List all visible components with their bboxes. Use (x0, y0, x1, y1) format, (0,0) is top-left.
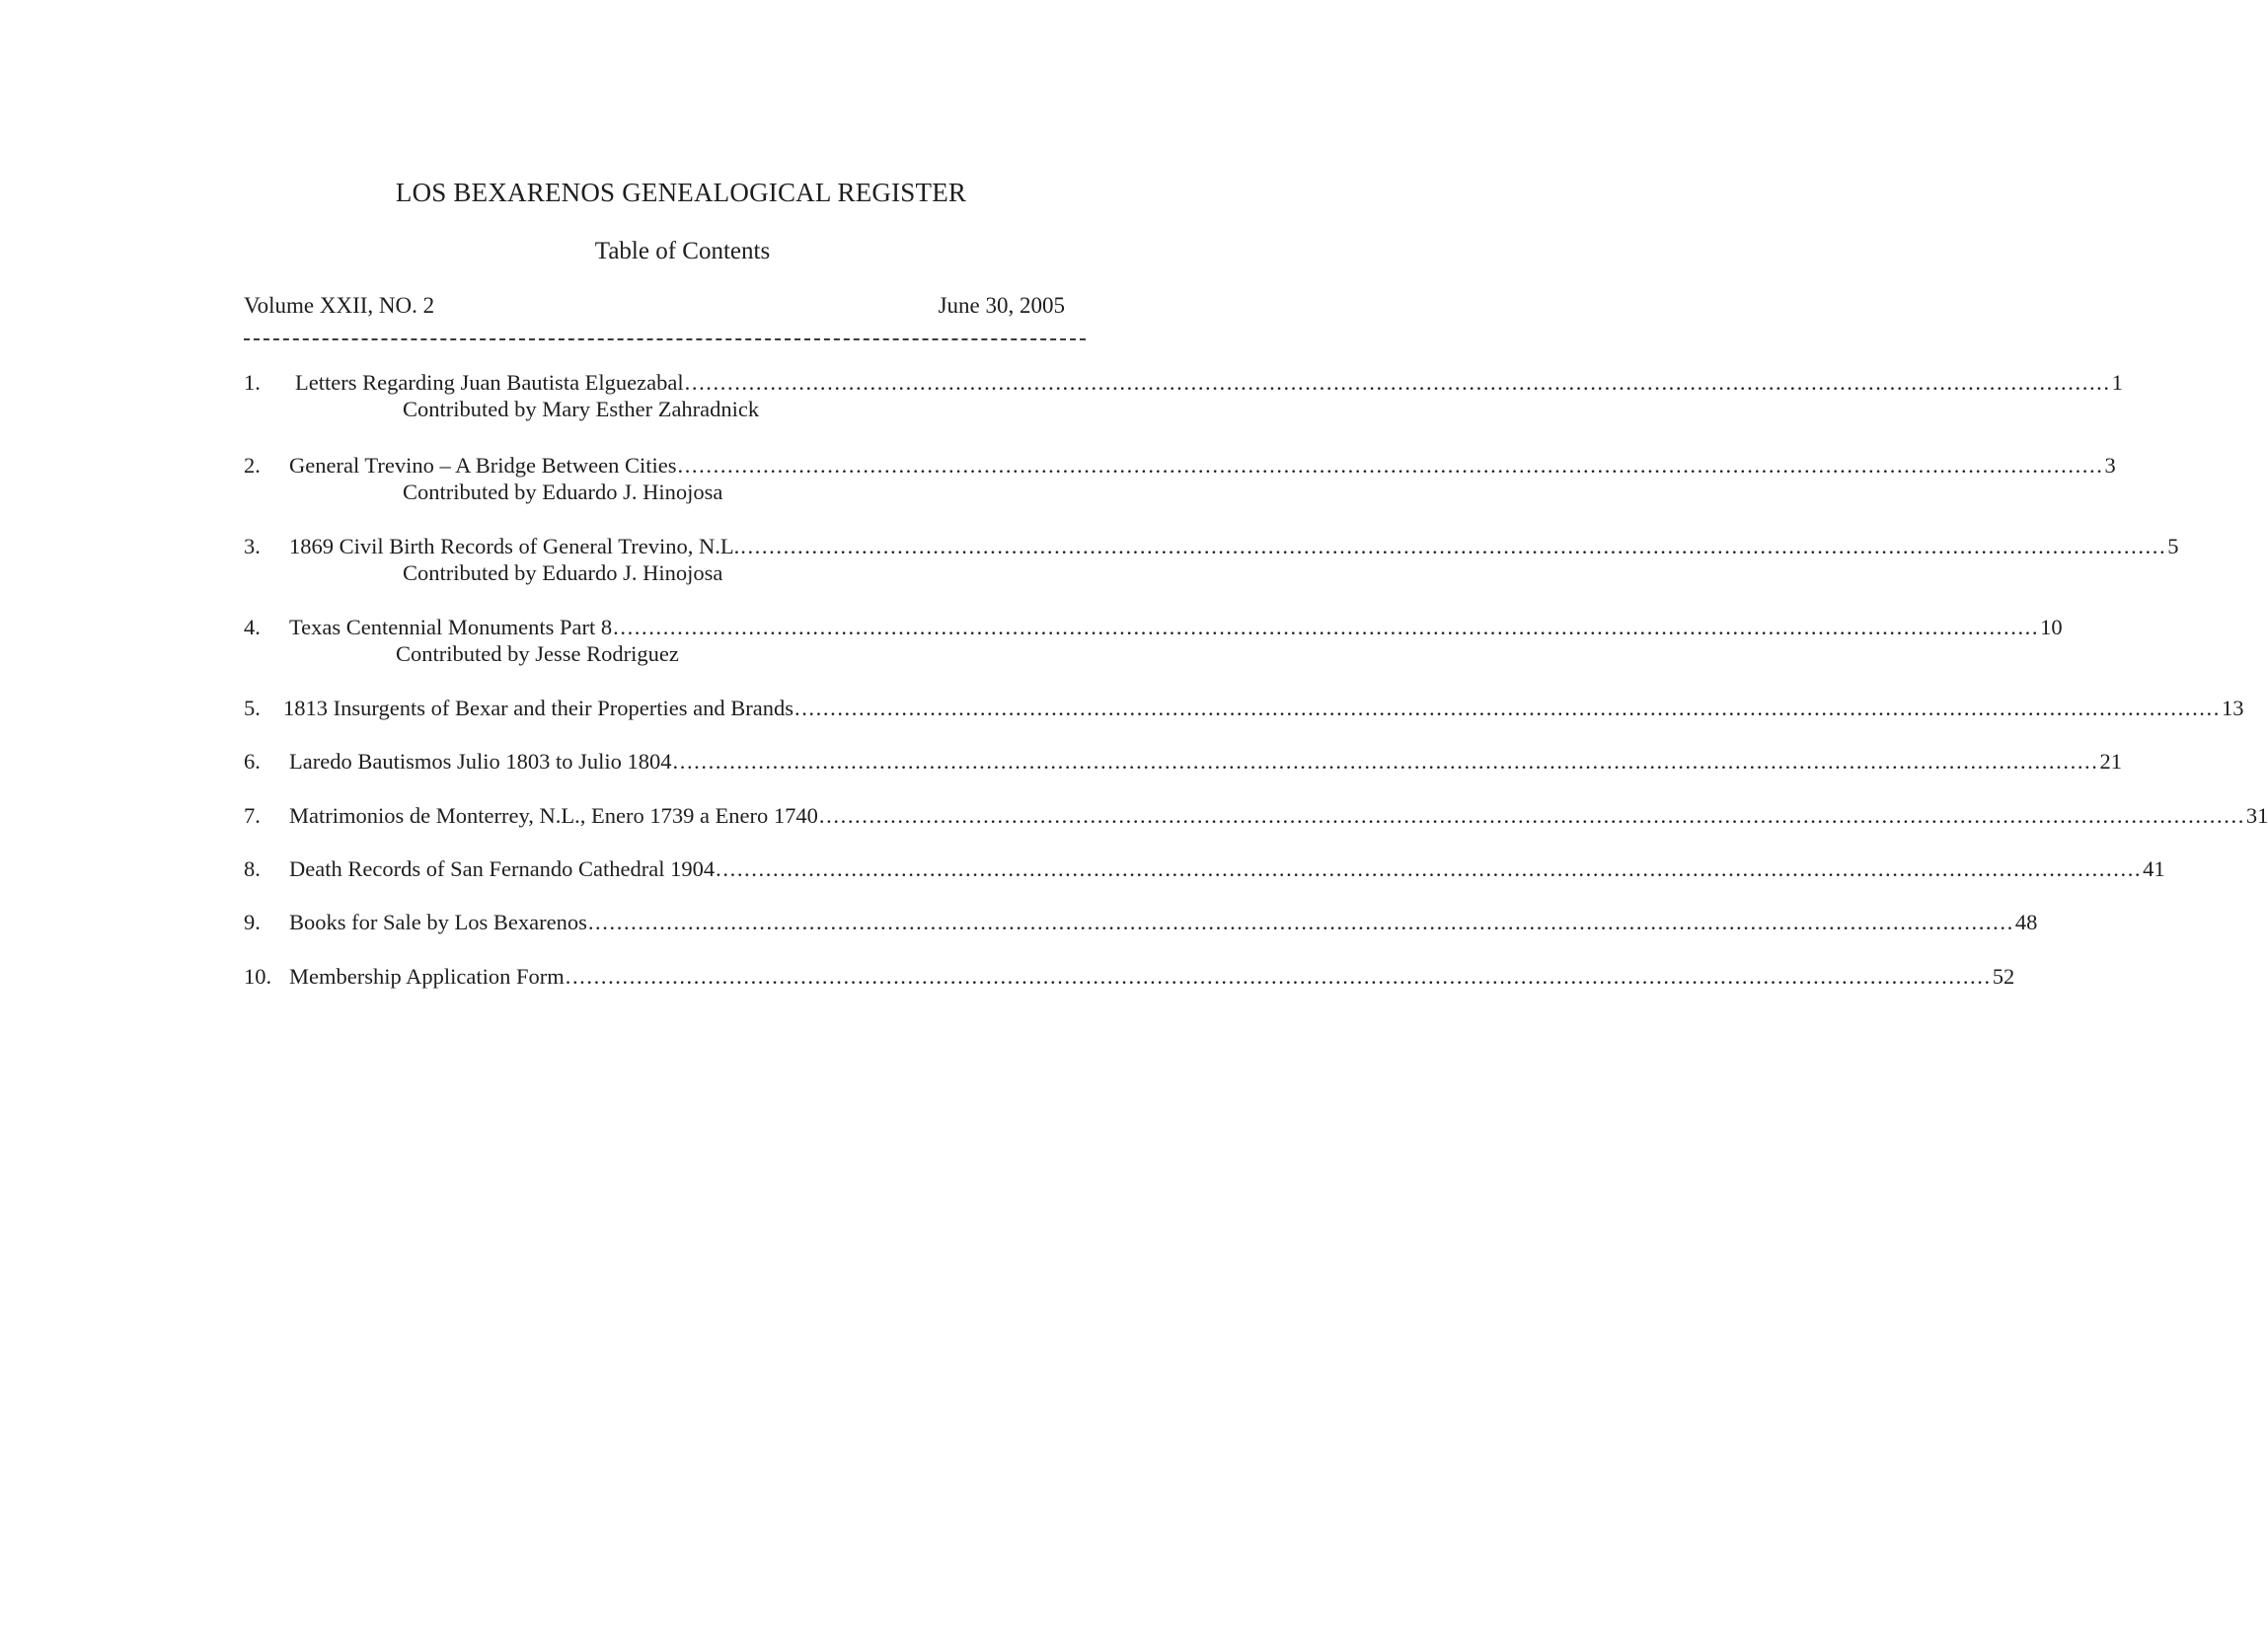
entry-number: 2. (244, 453, 261, 478)
entry-line (295, 369, 2123, 397)
entry-number: 7. (244, 803, 261, 828)
page-subtitle: Table of Contents (594, 238, 771, 264)
entry-line (289, 909, 2038, 936)
entry-contributor: Contributed by Jesse Rodriguez (396, 641, 679, 666)
entry-number: 10. (244, 964, 272, 989)
entry-page: 3 (2104, 453, 2116, 478)
dot-leader: ........................................................................................................................................................................................................ (684, 370, 2111, 395)
entry-page: 31 (2245, 803, 2268, 828)
entry-number: 9. (244, 910, 261, 934)
issue-date: June 30, 2005 (938, 293, 1065, 318)
dot-leader: ........................................................................................................................................................................................................ (677, 453, 2104, 478)
entry-title: Death Records of San Fernando Cathedral 1904 (289, 856, 716, 881)
entry-contributor: Contributed by Mary Esther Zahradnick (403, 397, 760, 421)
entry-line (289, 533, 2179, 560)
entry-page: 21 (2099, 749, 2122, 774)
dot-leader: ........................................................................................................................................................................................................ (716, 856, 2143, 881)
dot-leader: ........................................................................................................................................................................................................ (818, 803, 2245, 828)
entry-title: Membership Application Form (289, 964, 565, 989)
entry-line (289, 748, 2122, 776)
entry-number: 5. (244, 696, 261, 720)
page-title: LOS BEXARENOS GENEALOGICAL REGISTER (395, 178, 967, 207)
entry-title: Letters Regarding Juan Bautista Elguezabal (295, 370, 684, 395)
entry-number: 1. (244, 370, 261, 395)
entry-number: 6. (244, 749, 261, 774)
volume-label: Volume XXII, NO. 2 (244, 293, 435, 318)
entry-contributor: Contributed by Eduardo J. Hinojosa (403, 560, 723, 585)
entry-title: Texas Centennial Monuments Part 8 (289, 615, 613, 639)
entry-title: 1869 Civil Birth Records of General Trevino, N.L. (289, 534, 740, 558)
dot-leader: ........................................................................................................................................................................................................ (565, 964, 1992, 989)
entry-line (289, 802, 2268, 830)
entry-line (289, 452, 2116, 480)
dot-leader: ........................................................................................................................................................................................................ (740, 534, 2167, 558)
entry-page: 48 (2014, 910, 2038, 934)
entry-page: 41 (2143, 856, 2165, 881)
dot-leader: ........................................................................................................................................................................................................ (794, 696, 2221, 720)
entry-title: 1813 Insurgents of Bexar and their Properties and Brands (283, 696, 794, 720)
entry-number: 8. (244, 856, 261, 881)
entry-title: Laredo Bautismos Julio 1803 to Julio 1804 (289, 749, 672, 774)
entry-page: 1 (2111, 370, 2123, 395)
dot-leader: ........................................................................................................................................................................................................ (672, 749, 2099, 774)
entry-line (289, 963, 2015, 991)
entry-title: Matrimonios de Monterrey, N.L., Enero 1739 a Enero 1740 (289, 803, 818, 828)
entry-title: Books for Sale by Los Bexarenos (289, 910, 587, 934)
entry-line (289, 855, 2165, 883)
entry-title: General Trevino – A Bridge Between Cities (289, 453, 677, 478)
dashed-divider (244, 338, 1086, 340)
entry-page: 10 (2040, 615, 2063, 639)
entry-number: 3. (244, 534, 261, 558)
entry-number: 4. (244, 615, 261, 639)
entry-line (289, 614, 2063, 641)
entry-line (283, 695, 2244, 722)
dot-leader: ........................................................................................................................................................................................................ (613, 615, 2040, 639)
entry-page: 5 (2167, 534, 2179, 558)
entry-page: 52 (1992, 964, 2015, 989)
entry-contributor: Contributed by Eduardo J. Hinojosa (403, 480, 723, 504)
dot-leader: ........................................................................................................................................................................................................ (587, 910, 2014, 934)
entry-page: 13 (2221, 696, 2244, 720)
